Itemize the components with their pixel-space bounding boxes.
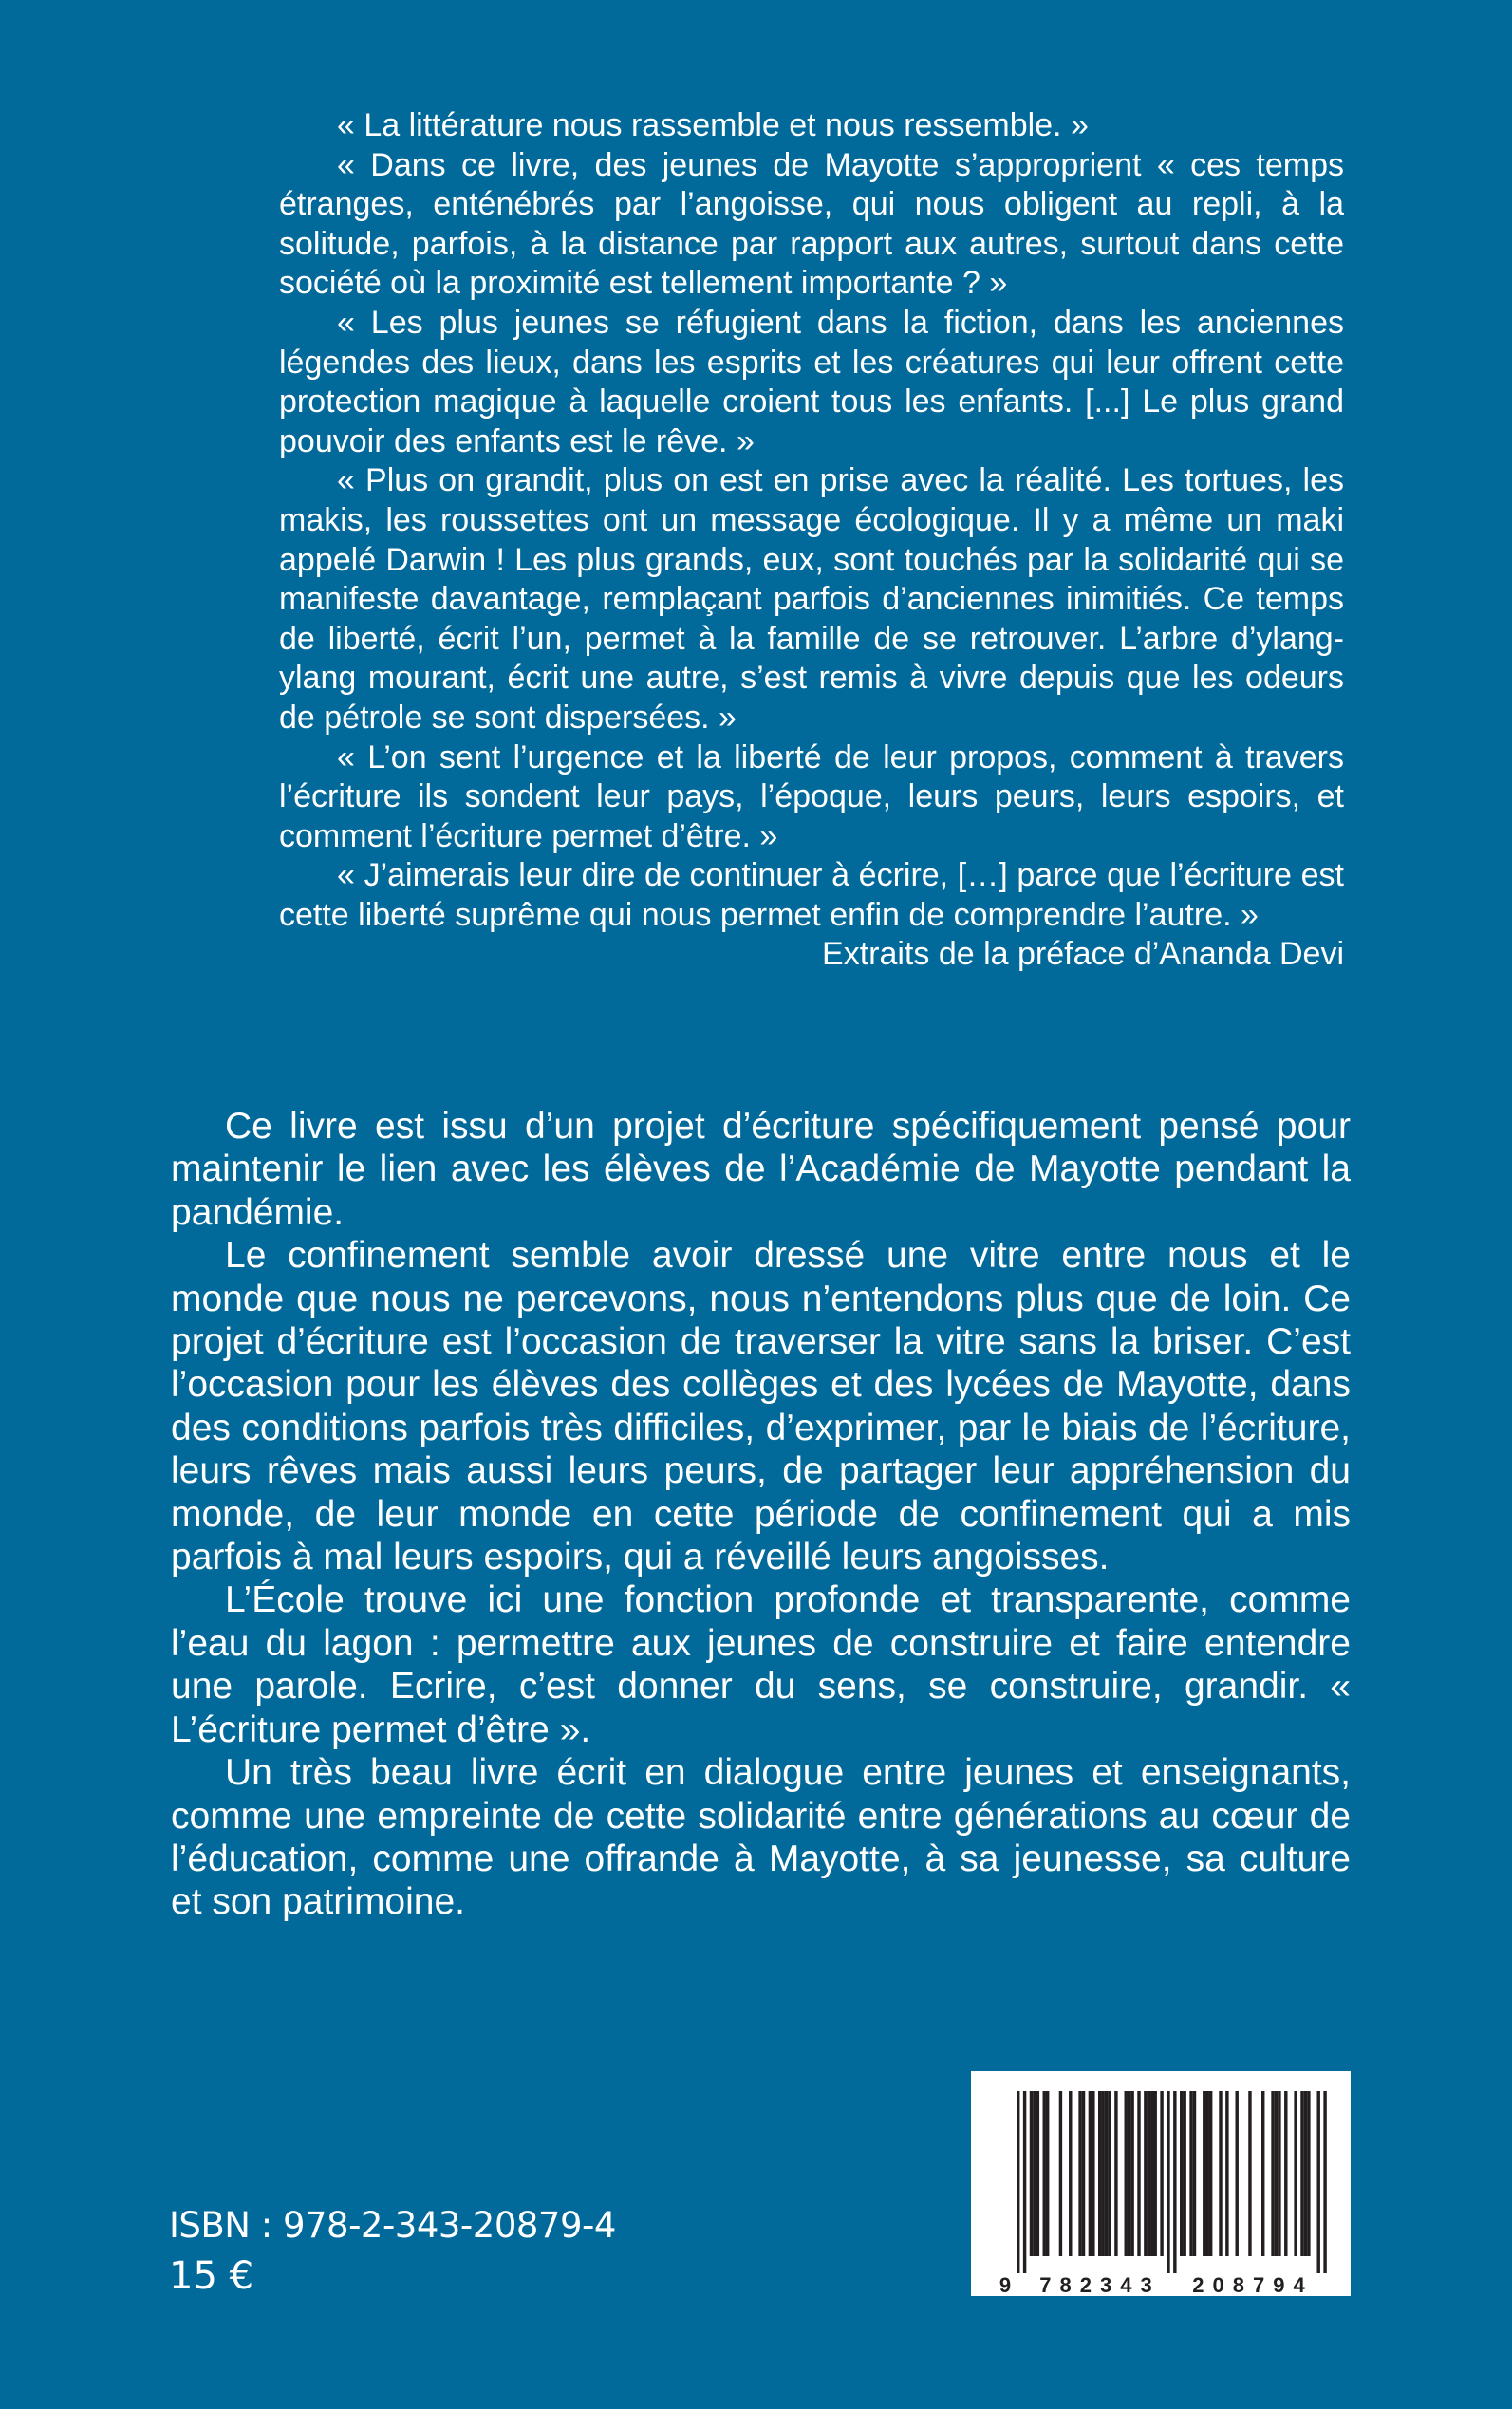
barcode-bar: [1144, 2091, 1147, 2256]
barcode-bar: [1089, 2091, 1092, 2256]
barcode-bar: [1304, 2091, 1307, 2256]
barcode-bar: [1036, 2091, 1039, 2256]
barcode-bar: [1128, 2091, 1130, 2256]
barcode-bar: [1261, 2091, 1264, 2256]
barcode-bar: [1206, 2091, 1209, 2256]
barcode-bar: [1225, 2091, 1228, 2256]
barcode-bar: [1271, 2091, 1274, 2256]
description-paragraph: Ce livre est issu d’un projet d’écriture spécifiquement pensé pour maintenir le lien avec les élèves de l’Académie de Mayotte pendant la pandémie.: [171, 1106, 1351, 1233]
barcode-bar: [1125, 2091, 1128, 2256]
barcode-bar: [1160, 2091, 1163, 2256]
barcode-bar: [1082, 2091, 1085, 2256]
preface-attribution: Extraits de la préface d’Ananda Devi: [822, 936, 1344, 973]
barcode-bar: [1316, 2091, 1319, 2273]
barcode-bar: [1150, 2091, 1153, 2256]
barcode-bar: [1153, 2091, 1156, 2256]
barcode-bar: [1092, 2091, 1094, 2256]
barcode-bar: [1030, 2091, 1033, 2256]
barcode-bar: [1148, 2091, 1150, 2256]
barcode-bar: [1219, 2091, 1222, 2256]
barcode-bar: [1248, 2091, 1251, 2256]
barcode-bar: [1284, 2091, 1287, 2256]
barcode-bar: [1046, 2091, 1049, 2256]
description-paragraph: L’École trouve ici une fonction profonde et transparente, comme l’eau du lagon : permettre aux jeunes de construire et faire entendre une parole. Ecrire, c’est donner du sens, se construire, grandir. « L’écriture permet d’être ».: [171, 1579, 1351, 1750]
barcode-bar: [1108, 2091, 1111, 2256]
barcode-bar: [1017, 2091, 1019, 2273]
barcode-bar: [1098, 2091, 1101, 2256]
barcode-bar: [1294, 2091, 1297, 2256]
barcode-bar: [1137, 2091, 1140, 2256]
barcode-bar: [1183, 2091, 1185, 2256]
preface-paragraph: « La littérature nous rassemble et nous ressemble. »: [337, 107, 1089, 143]
book-description: [171, 1105, 1351, 1924]
barcode-bar: [1130, 2091, 1133, 2256]
preface-paragraph: « Dans ce livre, des jeunes de Mayotte s’approprient « ces temps étranges, enténébrés par l’angoisse, qui nous obligent au repli, à la solitude, parfois, à la distance par rapport aux autres, surtout dans cette société où la proximité est tellement importante ? »: [279, 146, 1344, 302]
barcode-bar: [1173, 2091, 1176, 2273]
description-paragraph: Le confinement semble avoir dressé une vitre entre nous et le monde que nous ne percevons, nous n’entendons plus que de loin. Ce projet d’écriture est l’occasion de traverser la vitre sans la briser. C’est l’occasion pour les élèves des collèges et des lycées de Mayotte, dans des conditions parfois très difficiles, d’exprimer, par le biais de l’écriture, leurs rêves mais aussi leurs peurs, de partager leur appréhension du monde, de leur monde en cette période de confinement qui a mis parfois à mal leurs espoirs, qui a réveillé leurs angoisses.: [171, 1235, 1351, 1578]
preface-paragraph: « Les plus jeunes se réfugient dans la fiction, dans les anciennes légendes des lieux, dans les esprits et les créatures qui leur offrent cette protection magique à laquelle croient tous les enfants. [...] Le plus grand pouvoir des enfants est le rêve. »: [279, 304, 1344, 459]
barcode-bar: [1043, 2091, 1046, 2256]
barcode-bar: [1323, 2091, 1326, 2273]
barcode-bar: [1300, 2091, 1303, 2256]
preface-excerpts: [279, 106, 1344, 975]
barcode-bar: [1078, 2091, 1081, 2256]
barcode-bar: [1189, 2091, 1192, 2256]
barcode-bar: [1101, 2091, 1104, 2256]
barcode-digits-left: 782343: [1039, 2273, 1161, 2296]
barcode-bar: [1114, 2091, 1117, 2256]
barcode-bar: [1307, 2091, 1310, 2256]
barcode: [971, 2071, 1351, 2296]
preface-paragraph: « Plus on grandit, plus on est en prise avec la réalité. Les tortues, les makis, les roussettes ont un message écologique. Il y a même un maki appelé Darwin ! Les plus grands, eux, sont touchés par la solidarité qui se manifeste davantage, remplaçant parfois d’anciennes inimitiés. Ce temps de liberté, écrit l’un, permet à la famille de se retrouver. L’arbre d’ylang-ylang mourant, écrit une autre, s’est remis à vivre depuis que les odeurs de pétrole se sont dispersées. »: [279, 462, 1344, 736]
barcode-bar: [1167, 2091, 1169, 2273]
preface-paragraph: « J’aimerais leur dire de continuer à écrire, […] parce que l’écriture est cette liberté suprême qui nous permet enfin de comprendre l’autre. »: [279, 857, 1344, 933]
description-paragraph: Un très beau livre écrit en dialogue entre jeunes et enseignants, comme une empreinte de cette solidarité entre générations au cœur de l’éducation, comme une offrande à Mayotte, à sa jeunesse, sa culture et son patrimoine.: [171, 1752, 1351, 1923]
barcode-bar: [1023, 2091, 1026, 2273]
isbn-number: ISBN : 978-2-343-20879-4: [169, 2205, 616, 2246]
price-label: 15 €: [169, 2254, 254, 2298]
barcode-bar: [1209, 2091, 1212, 2256]
barcode-bar: [1275, 2091, 1278, 2256]
barcode-digit-first: 9: [999, 2273, 1012, 2296]
barcode-bar: [1193, 2091, 1196, 2256]
barcode-digits-right: 208794: [1192, 2273, 1314, 2296]
barcode-bar: [1069, 2091, 1072, 2256]
barcode-icon: [971, 2071, 1351, 2296]
barcode-bar: [1105, 2091, 1108, 2256]
barcode-bar: [1235, 2091, 1238, 2256]
barcode-bar: [1203, 2091, 1205, 2256]
barcode-bar: [1278, 2091, 1280, 2256]
preface-paragraph: « L’on sent l’urgence et la liberté de leur propos, comment à travers l’écriture ils sondent leur pays, l’époque, leurs peurs, leurs espoirs, et comment l’écriture permet d’être. »: [279, 738, 1344, 854]
barcode-bar: [1059, 2091, 1062, 2256]
barcode-bar: [1033, 2091, 1036, 2256]
barcode-bar: [1180, 2091, 1183, 2256]
